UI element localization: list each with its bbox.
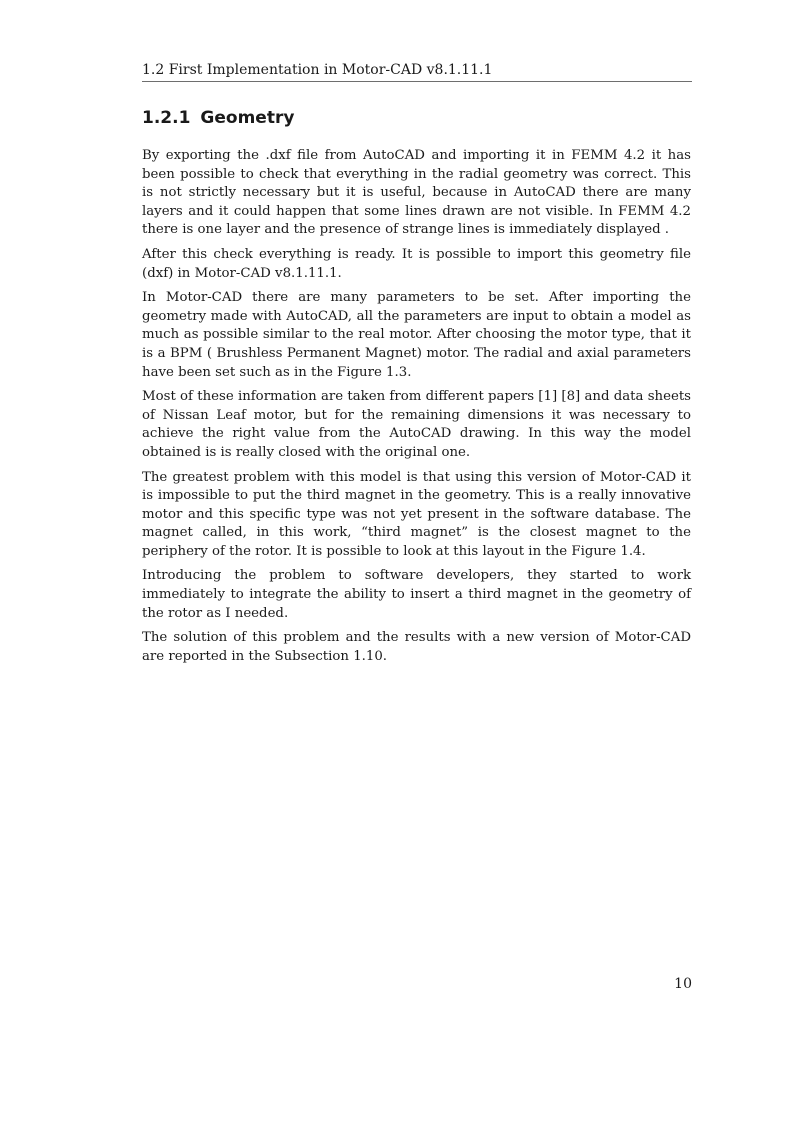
paragraph-third-magnet-problem: The greatest problem with this model is that using this version of Motor-CAD it is impossible to put the third magnet in the geometry. This is a really innovative motor and this specific type was not yet present in the software database. The magnet called, in this work, “third magnet” is the closest magnet to the periphery of the rotor. It is possible to look at this layout in the Figure 1.4. bbox=[142, 469, 691, 559]
paragraph-developers: Introducing the problem to software developers, they started to work immediately to integrate the ability to insert a third magnet in the geometry of the rotor as I needed. bbox=[142, 568, 691, 621]
section-title: Geometry bbox=[200, 108, 295, 128]
page-number: 10 bbox=[674, 976, 692, 992]
section-number: 1.2.1 bbox=[142, 108, 191, 128]
section-heading bbox=[142, 107, 692, 129]
paragraph-parameters: In Motor-CAD there are many parameters to be set. After importing the geometry made with AutoCAD, all the parameters are input to obtain a model as much as possible similar to the real motor. After choosing the motor type, that it is a BPM ( Brushless Permanent Magnet) motor. The radial and axial parameters have been set such as in the Figure 1.3. bbox=[142, 290, 691, 380]
running-header: 1.2 First Implementation in Motor-CAD v8.1.11.1 bbox=[142, 61, 692, 82]
body-text bbox=[142, 147, 691, 672]
paragraph-geometry-check: By exporting the .dxf file from AutoCAD and importing it in FEMM 4.2 it has been possible to check that everything in the radial geometry was correct. This is not strictly necessary but it is useful, because in AutoCAD there are many layers and it could happen that some lines drawn are not visible. In FEMM 4.2 there is one layer and the presence of strange lines is immediately displayed . bbox=[142, 148, 691, 238]
paragraph-solution-reference: The solution of this problem and the results with a new version of Motor-CAD are reported in the Subsection 1.10. bbox=[142, 630, 691, 664]
paragraph-import-geometry: After this check everything is ready. It is possible to import this geometry file (dxf) in Motor-CAD v8.1.11.1. bbox=[142, 246, 691, 281]
paragraph-data-sources: Most of these information are taken from different papers [1] [8] and data sheets of Nissan Leaf motor, but for the remaining dimensions it was necessary to achieve the right value from the AutoCAD drawing. In this way the model obtained is is really closed with the original one. bbox=[142, 389, 691, 460]
